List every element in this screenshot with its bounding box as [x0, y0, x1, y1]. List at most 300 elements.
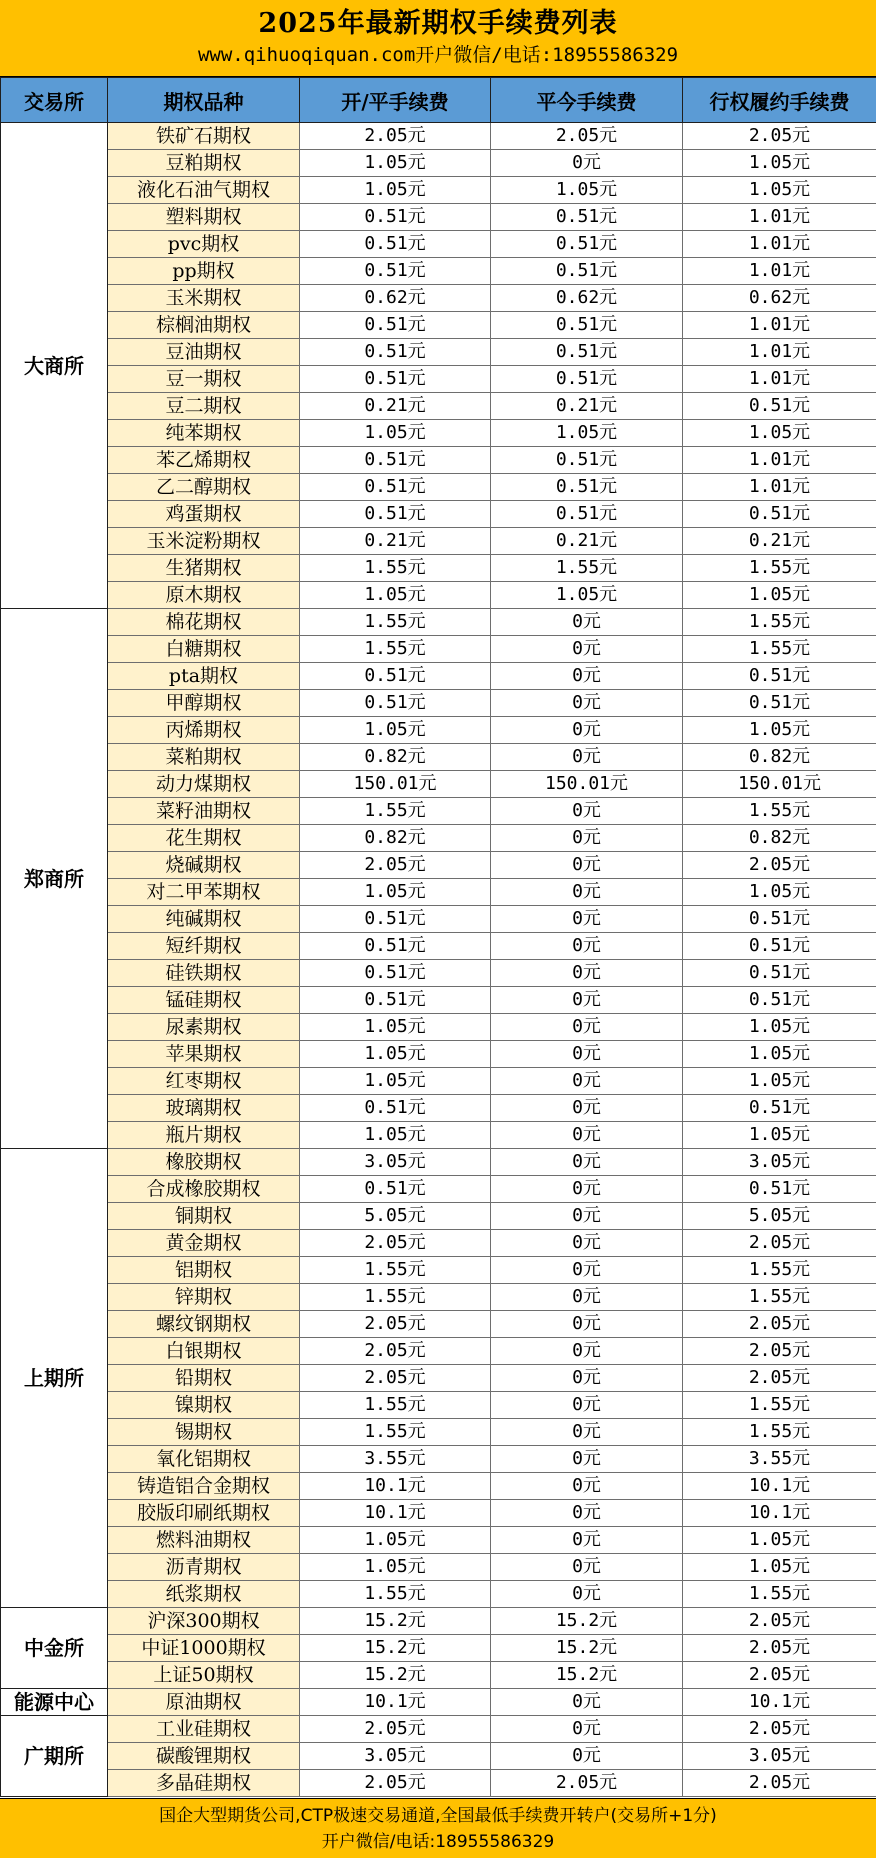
fee-cell: 15.2元: [300, 1635, 491, 1662]
fee-cell: 1.05元: [683, 1068, 876, 1095]
fee-cell: 0元: [491, 1041, 683, 1068]
variety-cell: 纸浆期权: [108, 1581, 300, 1608]
variety-cell: 硅铁期权: [108, 960, 300, 987]
fee-cell: 1.55元: [300, 1581, 491, 1608]
fee-cell: 0元: [491, 825, 683, 852]
fee-cell: 0.51元: [491, 447, 683, 474]
variety-cell: 菜籽油期权: [108, 798, 300, 825]
table-row: [1, 258, 876, 285]
fee-cell: 0.51元: [300, 366, 491, 393]
variety-cell: 红枣期权: [108, 1068, 300, 1095]
fee-cell: 10.1元: [683, 1473, 876, 1500]
fee-cell: 1.01元: [683, 447, 876, 474]
table-row: [1, 177, 876, 204]
table-row: [1, 528, 876, 555]
variety-cell: 乙二醇期权: [108, 474, 300, 501]
fee-cell: 1.05元: [683, 1014, 876, 1041]
fee-cell: 0元: [491, 636, 683, 663]
fee-cell: 5.05元: [683, 1203, 876, 1230]
fee-cell: 1.05元: [300, 1122, 491, 1149]
variety-cell: 豆一期权: [108, 366, 300, 393]
fee-cell: 0.82元: [683, 744, 876, 771]
table-row: [1, 1581, 876, 1608]
fee-cell: 0元: [491, 690, 683, 717]
table-row: [1, 1635, 876, 1662]
variety-cell: 原木期权: [108, 582, 300, 609]
fee-cell: 1.55元: [300, 798, 491, 825]
table-row: [1, 879, 876, 906]
fee-cell: 0.51元: [683, 393, 876, 420]
exchange-cell: 广期所: [1, 1716, 108, 1797]
table-row: [1, 609, 876, 636]
fee-cell: 1.05元: [683, 582, 876, 609]
variety-cell: 菜粕期权: [108, 744, 300, 771]
fee-cell: 15.2元: [300, 1608, 491, 1635]
fee-cell: 0元: [491, 1500, 683, 1527]
table-row: [1, 1419, 876, 1446]
fee-cell: 2.05元: [683, 1608, 876, 1635]
fee-table: [0, 77, 876, 1797]
table-row: [1, 312, 876, 339]
fee-cell: 0.51元: [491, 339, 683, 366]
fee-cell: 2.05元: [300, 1365, 491, 1392]
variety-cell: 动力煤期权: [108, 771, 300, 798]
fee-cell: 2.05元: [683, 1716, 876, 1743]
variety-cell: 对二甲苯期权: [108, 879, 300, 906]
fee-cell: 1.01元: [683, 231, 876, 258]
table-row: [1, 1473, 876, 1500]
fee-cell: 0.51元: [300, 663, 491, 690]
fee-cell: 1.55元: [683, 555, 876, 582]
column-header: 期权品种: [108, 78, 300, 123]
variety-cell: 合成橡胶期权: [108, 1176, 300, 1203]
fee-cell: 0元: [491, 1149, 683, 1176]
fee-cell: 150.01元: [683, 771, 876, 798]
variety-cell: pvc期权: [108, 231, 300, 258]
fee-cell: 1.05元: [300, 177, 491, 204]
fee-cell: 2.05元: [300, 1230, 491, 1257]
fee-cell: 2.05元: [683, 1230, 876, 1257]
fee-cell: 0元: [491, 852, 683, 879]
variety-cell: 豆油期权: [108, 339, 300, 366]
fee-cell: 0元: [491, 1581, 683, 1608]
fee-cell: 0元: [491, 150, 683, 177]
fee-cell: 1.55元: [300, 1284, 491, 1311]
fee-cell: 0.21元: [491, 393, 683, 420]
fee-cell: 1.01元: [683, 258, 876, 285]
fee-cell: 0.62元: [683, 285, 876, 312]
column-header: 平今手续费: [491, 78, 683, 123]
table-row: [1, 1554, 876, 1581]
variety-cell: 锡期权: [108, 1419, 300, 1446]
fee-cell: 0元: [491, 1284, 683, 1311]
variety-cell: 镍期权: [108, 1392, 300, 1419]
fee-cell: 1.01元: [683, 339, 876, 366]
variety-cell: 苹果期权: [108, 1041, 300, 1068]
fee-cell: 1.55元: [300, 609, 491, 636]
variety-cell: 螺纹钢期权: [108, 1311, 300, 1338]
fee-cell: 2.05元: [683, 1662, 876, 1689]
fee-cell: 2.05元: [683, 123, 876, 150]
fee-cell: 0元: [491, 1743, 683, 1770]
variety-cell: 橡胶期权: [108, 1149, 300, 1176]
table-row: [1, 1770, 876, 1797]
exchange-cell: 中金所: [1, 1608, 108, 1689]
fee-cell: 0.51元: [300, 312, 491, 339]
variety-cell: 烧碱期权: [108, 852, 300, 879]
fee-cell: 0元: [491, 987, 683, 1014]
fee-cell: 0.51元: [300, 987, 491, 1014]
fee-cell: 0元: [491, 1203, 683, 1230]
fee-cell: 0.21元: [300, 528, 491, 555]
fee-cell: 1.05元: [300, 1527, 491, 1554]
column-header: 开/平手续费: [300, 78, 491, 123]
fee-cell: 1.05元: [683, 1041, 876, 1068]
column-header: 交易所: [1, 78, 108, 123]
fee-cell: 0元: [491, 879, 683, 906]
fee-cell: 0.51元: [491, 366, 683, 393]
fee-cell: 1.01元: [683, 204, 876, 231]
variety-cell: 纯碱期权: [108, 906, 300, 933]
fee-cell: 0元: [491, 744, 683, 771]
footer-contact-text: 开户微信/电话:18955586329: [321, 1832, 555, 1852]
contact-subtitle: www.qihuoqiquan.com开户微信/电话:18955586329: [197, 44, 679, 66]
table-row: [1, 1338, 876, 1365]
fee-cell: 1.55元: [300, 636, 491, 663]
fee-cell: 0元: [491, 1527, 683, 1554]
fee-cell: 2.05元: [300, 1311, 491, 1338]
variety-cell: 玻璃期权: [108, 1095, 300, 1122]
fee-cell: 1.01元: [683, 312, 876, 339]
table-row: [1, 501, 876, 528]
fee-cell: 2.05元: [683, 1365, 876, 1392]
table-row: [1, 1446, 876, 1473]
fee-cell: 1.55元: [300, 555, 491, 582]
table-row: [1, 1014, 876, 1041]
exchange-cell: 上期所: [1, 1149, 108, 1608]
fee-cell: 10.1元: [300, 1473, 491, 1500]
table-row: [1, 1068, 876, 1095]
table-row: [1, 1527, 876, 1554]
variety-cell: 碳酸锂期权: [108, 1743, 300, 1770]
table-row: [1, 1257, 876, 1284]
table-row: [1, 771, 876, 798]
fee-cell: 2.05元: [491, 1770, 683, 1797]
fee-cell: 0.51元: [300, 339, 491, 366]
variety-cell: 液化石油气期权: [108, 177, 300, 204]
variety-cell: 甲醇期权: [108, 690, 300, 717]
fee-cell: 0.21元: [683, 528, 876, 555]
fee-cell: 0元: [491, 1311, 683, 1338]
fee-cell: 1.55元: [683, 1257, 876, 1284]
fee-cell: 0.51元: [300, 258, 491, 285]
fee-cell: 1.05元: [491, 582, 683, 609]
fee-cell: 0元: [491, 1230, 683, 1257]
table-row: [1, 231, 876, 258]
table-row: [1, 366, 876, 393]
table-row: [1, 204, 876, 231]
fee-cell: 1.05元: [300, 1554, 491, 1581]
fee-cell: 1.55元: [300, 1257, 491, 1284]
table-row: [1, 636, 876, 663]
table-row: [1, 1122, 876, 1149]
fee-cell: 0.51元: [683, 1176, 876, 1203]
table-row: [1, 339, 876, 366]
fee-cell: 3.05元: [300, 1743, 491, 1770]
fee-cell: 0.21元: [491, 528, 683, 555]
fee-cell: 2.05元: [300, 1716, 491, 1743]
variety-cell: 白银期权: [108, 1338, 300, 1365]
fee-cell: 2.05元: [300, 1770, 491, 1797]
fee-cell: 1.01元: [683, 474, 876, 501]
fee-cell: 1.05元: [300, 582, 491, 609]
fee-cell: 1.05元: [300, 1041, 491, 1068]
fee-cell: 0元: [491, 933, 683, 960]
variety-cell: 豆二期权: [108, 393, 300, 420]
fee-cell: 0.82元: [300, 825, 491, 852]
fee-cell: 0.51元: [683, 1095, 876, 1122]
variety-cell: 白糖期权: [108, 636, 300, 663]
variety-cell: 鸡蛋期权: [108, 501, 300, 528]
fee-cell: 10.1元: [300, 1689, 491, 1716]
variety-cell: 锌期权: [108, 1284, 300, 1311]
fee-cell: 0.82元: [300, 744, 491, 771]
fee-cell: 0.51元: [683, 690, 876, 717]
variety-cell: 黄金期权: [108, 1230, 300, 1257]
variety-cell: 玉米淀粉期权: [108, 528, 300, 555]
fee-cell: 0元: [491, 1473, 683, 1500]
fee-cell: 0.62元: [491, 285, 683, 312]
fee-cell: 0.51元: [683, 663, 876, 690]
variety-cell: 纯苯期权: [108, 420, 300, 447]
fee-cell: 0元: [491, 1716, 683, 1743]
fee-cell: 0元: [491, 1365, 683, 1392]
fee-cell: 0.51元: [491, 204, 683, 231]
fee-cell: 1.05元: [491, 420, 683, 447]
table-row: [1, 285, 876, 312]
fee-cell: 0元: [491, 609, 683, 636]
variety-cell: 中证1000期权: [108, 1635, 300, 1662]
fee-cell: 3.05元: [683, 1149, 876, 1176]
variety-cell: 生猪期权: [108, 555, 300, 582]
fee-cell: 0.51元: [300, 1176, 491, 1203]
table-row: [1, 987, 876, 1014]
fee-cell: 2.05元: [683, 1338, 876, 1365]
table-row: [1, 555, 876, 582]
fee-cell: 150.01元: [491, 771, 683, 798]
fee-cell: 0.51元: [683, 987, 876, 1014]
table-row: [1, 1365, 876, 1392]
table-row: [1, 906, 876, 933]
table-row: [1, 1392, 876, 1419]
fee-cell: 1.55元: [683, 1581, 876, 1608]
variety-cell: 棕榈油期权: [108, 312, 300, 339]
variety-cell: 氧化铝期权: [108, 1446, 300, 1473]
variety-cell: 尿素期权: [108, 1014, 300, 1041]
variety-cell: 铸造铝合金期权: [108, 1473, 300, 1500]
fee-cell: 0.21元: [300, 393, 491, 420]
variety-cell: 工业硅期权: [108, 1716, 300, 1743]
fee-cell: 15.2元: [491, 1608, 683, 1635]
variety-cell: 铜期权: [108, 1203, 300, 1230]
fee-cell: 0元: [491, 1122, 683, 1149]
fee-cell: 0.51元: [300, 447, 491, 474]
variety-cell: 铁矿石期权: [108, 123, 300, 150]
title-banner: [0, 0, 876, 77]
fee-cell: 3.05元: [300, 1149, 491, 1176]
fee-cell: 0元: [491, 1689, 683, 1716]
fee-cell: 0.51元: [491, 474, 683, 501]
fee-cell: 0.51元: [491, 312, 683, 339]
fee-cell: 0元: [491, 1257, 683, 1284]
fee-cell: 1.05元: [683, 1554, 876, 1581]
fee-cell: 2.05元: [683, 852, 876, 879]
fee-cell: 0元: [491, 960, 683, 987]
table-row: [1, 393, 876, 420]
fee-cell: 1.05元: [300, 150, 491, 177]
variety-cell: 多晶硅期权: [108, 1770, 300, 1797]
fee-cell: 2.05元: [491, 123, 683, 150]
table-row: [1, 1230, 876, 1257]
fee-cell: 10.1元: [300, 1500, 491, 1527]
fee-cell: 15.2元: [491, 1662, 683, 1689]
table-row: [1, 960, 876, 987]
fee-cell: 2.05元: [300, 123, 491, 150]
fee-cell: 1.05元: [683, 717, 876, 744]
table-header-row: [1, 78, 876, 123]
fee-cell: 10.1元: [683, 1500, 876, 1527]
fee-cell: 0.51元: [300, 501, 491, 528]
variety-cell: 沥青期权: [108, 1554, 300, 1581]
fee-cell: 2.05元: [683, 1635, 876, 1662]
fee-cell: 3.55元: [683, 1446, 876, 1473]
fee-cell: 15.2元: [491, 1635, 683, 1662]
page-title: 2025年最新期权手续费列表: [258, 8, 618, 39]
variety-cell: 胶版印刷纸期权: [108, 1500, 300, 1527]
table-row: [1, 474, 876, 501]
table-row: [1, 1203, 876, 1230]
fee-cell: 1.05元: [683, 879, 876, 906]
fee-cell: 0.51元: [300, 204, 491, 231]
table-row: [1, 1662, 876, 1689]
table-row: [1, 1149, 876, 1176]
fee-cell: 1.55元: [491, 555, 683, 582]
fee-cell: 5.05元: [300, 1203, 491, 1230]
table-row: [1, 798, 876, 825]
fee-cell: 0.51元: [300, 960, 491, 987]
fee-cell: 0元: [491, 1446, 683, 1473]
table-row: [1, 1095, 876, 1122]
variety-cell: 铅期权: [108, 1365, 300, 1392]
fee-cell: 0.51元: [300, 1095, 491, 1122]
fee-cell: 1.05元: [491, 177, 683, 204]
fee-cell: 3.55元: [300, 1446, 491, 1473]
fee-cell: 0元: [491, 798, 683, 825]
fee-cell: 0元: [491, 1338, 683, 1365]
table-row: [1, 1608, 876, 1635]
exchange-cell: 能源中心: [1, 1689, 108, 1716]
table-body: [1, 123, 876, 1797]
fee-cell: 1.55元: [683, 1284, 876, 1311]
fee-cell: 0.51元: [491, 501, 683, 528]
fee-cell: 0.51元: [300, 906, 491, 933]
fee-cell: 2.05元: [683, 1770, 876, 1797]
variety-cell: pta期权: [108, 663, 300, 690]
fee-cell: 0元: [491, 1014, 683, 1041]
variety-cell: pp期权: [108, 258, 300, 285]
variety-cell: 上证50期权: [108, 1662, 300, 1689]
exchange-cell: 大商所: [1, 123, 108, 609]
fee-cell: 1.55元: [683, 798, 876, 825]
variety-cell: 原油期权: [108, 1689, 300, 1716]
fee-cell: 0.51元: [683, 501, 876, 528]
fee-cell: 1.05元: [300, 717, 491, 744]
variety-cell: 棉花期权: [108, 609, 300, 636]
fee-cell: 150.01元: [300, 771, 491, 798]
fee-cell: 0元: [491, 1554, 683, 1581]
fee-cell: 10.1元: [683, 1689, 876, 1716]
fee-cell: 1.55元: [683, 1419, 876, 1446]
fee-cell: 0.51元: [300, 474, 491, 501]
fee-cell: 1.05元: [300, 879, 491, 906]
variety-cell: 短纤期权: [108, 933, 300, 960]
variety-cell: 瓶片期权: [108, 1122, 300, 1149]
variety-cell: 沪深300期权: [108, 1608, 300, 1635]
fee-cell: 1.05元: [300, 1014, 491, 1041]
fee-cell: 2.05元: [300, 852, 491, 879]
table-row: [1, 447, 876, 474]
variety-cell: 锰硅期权: [108, 987, 300, 1014]
fee-cell: 1.55元: [300, 1419, 491, 1446]
variety-cell: 花生期权: [108, 825, 300, 852]
fee-cell: 1.55元: [683, 609, 876, 636]
footer-promo-text: 国企大型期货公司,CTP极速交易通道,全国最低手续费开转户(交易所+1分): [159, 1806, 717, 1826]
table-row: [1, 1311, 876, 1338]
fee-cell: 0.51元: [683, 960, 876, 987]
fee-cell: 1.05元: [683, 420, 876, 447]
fee-cell: 1.55元: [300, 1392, 491, 1419]
fee-cell: 15.2元: [300, 1662, 491, 1689]
fee-cell: 1.05元: [300, 420, 491, 447]
fee-cell: 0元: [491, 1392, 683, 1419]
table-row: [1, 933, 876, 960]
fee-cell: 0.51元: [491, 231, 683, 258]
fee-cell: 0.51元: [300, 690, 491, 717]
fee-cell: 1.55元: [683, 1392, 876, 1419]
variety-cell: 铝期权: [108, 1257, 300, 1284]
fee-cell: 1.01元: [683, 366, 876, 393]
fee-cell: 0.62元: [300, 285, 491, 312]
variety-cell: 玉米期权: [108, 285, 300, 312]
fee-cell: 3.05元: [683, 1743, 876, 1770]
table-row: [1, 744, 876, 771]
table-row: [1, 852, 876, 879]
table-row: [1, 150, 876, 177]
table-row: [1, 825, 876, 852]
table-row: [1, 1743, 876, 1770]
variety-cell: 苯乙烯期权: [108, 447, 300, 474]
fee-cell: 2.05元: [683, 1311, 876, 1338]
fee-cell: 0元: [491, 1419, 683, 1446]
fee-cell: 0.51元: [300, 231, 491, 258]
fee-cell: 0元: [491, 1068, 683, 1095]
table-row: [1, 1284, 876, 1311]
fee-cell: 0.51元: [683, 906, 876, 933]
footer-banner: [0, 1798, 876, 1858]
fee-cell: 0.51元: [491, 258, 683, 285]
exchange-cell: 郑商所: [1, 609, 108, 1149]
fee-cell: 0元: [491, 663, 683, 690]
